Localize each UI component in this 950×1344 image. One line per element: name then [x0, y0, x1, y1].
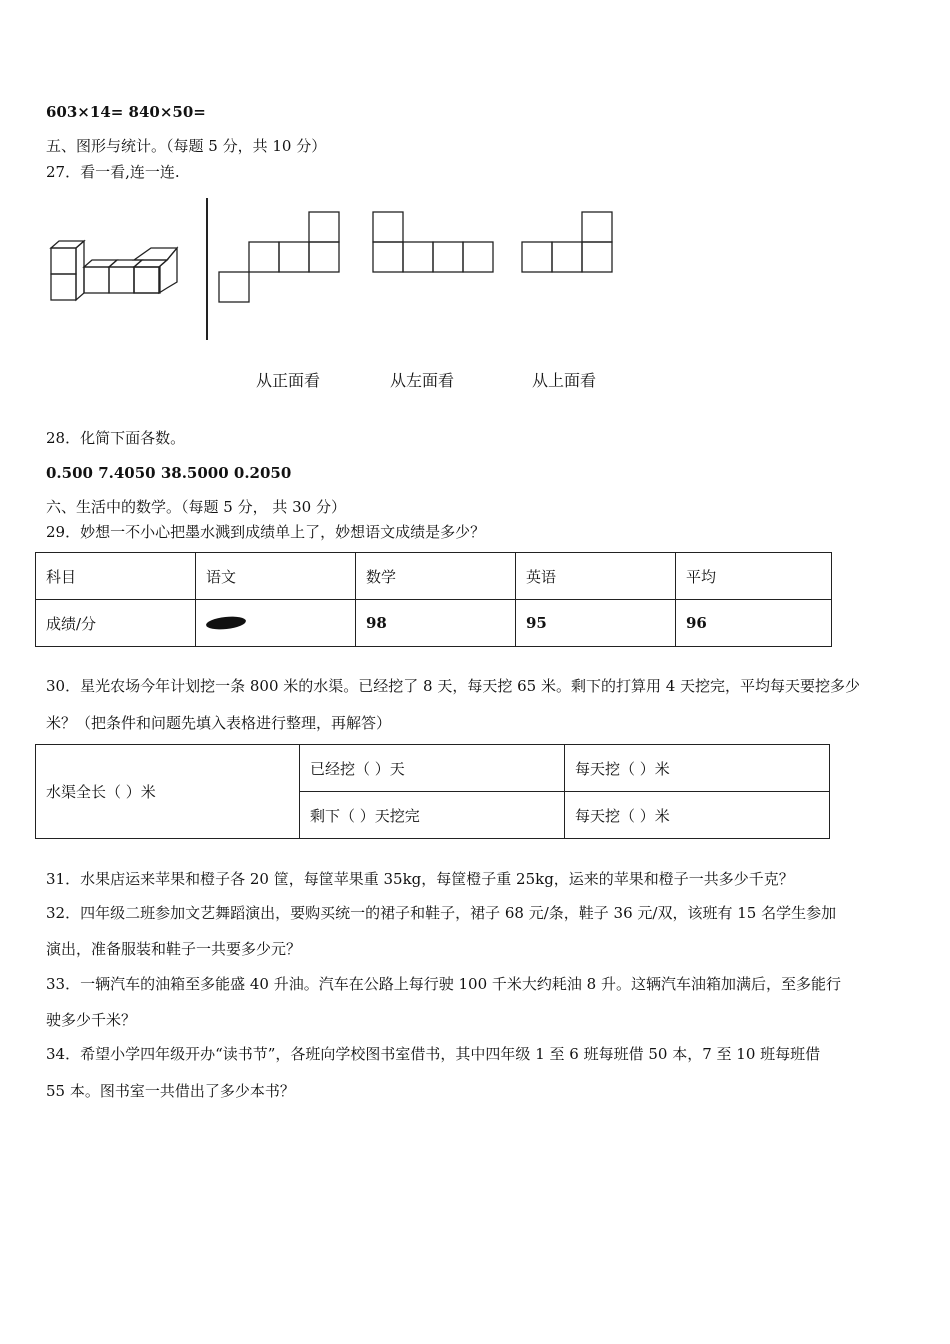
q34-line1: 34．希望小学四年级开办“读书节”，各班向学校图书室借书，其中四年级 1 至 6 班每班借 50 本，7 至 10 班每班借: [46, 1045, 821, 1063]
canal-table: [35, 744, 830, 839]
score-table: [35, 552, 832, 647]
score-table-header-row: [36, 553, 832, 600]
calc-line: 603×14= 840×50=: [46, 103, 206, 121]
header-subject: 科目: [36, 553, 196, 600]
score-table-value-row: [36, 600, 832, 647]
header-chinese: 语文: [196, 553, 356, 600]
dug-days-cell: 已经挖（ ）天: [300, 745, 565, 792]
q27-text: 27．看一看,连一连.: [46, 163, 180, 181]
daily-need-cell: 每天挖（ ）米: [565, 792, 830, 839]
chinese-score-cell: [196, 600, 356, 647]
figure-divider: [206, 198, 208, 340]
cube-figure: [46, 236, 186, 306]
q29-text: 29．妙想一不小心把墨水溅到成绩单上了，妙想语文成绩是多少？: [46, 523, 486, 541]
header-english: 英语: [516, 553, 676, 600]
math-score: 98: [356, 600, 516, 647]
left-view-shape: [372, 210, 496, 274]
section6-title: 六、生活中的数学。（每题 5 分， 共 30 分）: [46, 498, 346, 516]
q32-line1: 32．四年级二班参加文艺舞蹈演出，要购买统一的裙子和鞋子，裙子 68 元/条，鞋子 36 元/双，该班有 15 名学生参加: [46, 904, 837, 922]
q33-line2: 驶多少千米？: [46, 1011, 137, 1029]
q31-text: 31．水果店运来苹果和橙子各 20 筐，每筐苹果重 35kg，每筐橙子重 25kg，运来的苹果和橙子一共多少千克？: [46, 870, 794, 888]
row-label: 成绩/分: [36, 600, 196, 647]
q34-line2: 55 本。图书室一共借出了多少本书？: [46, 1082, 295, 1100]
view-label-front: 从正面看: [256, 371, 321, 390]
top-view-shape: [521, 210, 615, 274]
q33-line1: 33．一辆汽车的油箱至多能盛 40 升油。汽车在公路上每行驶 100 千米大约耗油 8 升。这辆汽车油箱加满后，至多能行: [46, 975, 841, 993]
q30-line1: 30．星光农场今年计划挖一条 800 米的水渠。已经挖了 8 天，每天挖 65 米。剩下的打算用 4 天挖完，平均每天要挖多少: [46, 677, 861, 695]
q32-line2: 演出，准备服装和鞋子一共要多少元？: [46, 940, 302, 958]
q28-text: 28．化简下面各数。: [46, 429, 186, 447]
front-view-shape: [218, 210, 342, 304]
english-score: 95: [516, 600, 676, 647]
header-math: 数学: [356, 553, 516, 600]
header-average: 平均: [676, 553, 832, 600]
canal-total-cell: 水渠全长（ ）米: [36, 745, 300, 839]
remain-days-cell: 剩下（ ）天挖完: [300, 792, 565, 839]
section5-title: 五、图形与统计。（每题 5 分，共 10 分）: [46, 137, 327, 155]
view-label-left: 从左面看: [390, 371, 455, 390]
view-label-top: 从上面看: [532, 371, 597, 390]
ink-blot: [205, 615, 246, 631]
q30-line2: 米？（把条件和问题先填入表格进行整理，再解答）: [46, 714, 392, 732]
canal-table-row-1: [36, 745, 830, 792]
q28-numbers: 0.500 7.4050 38.5000 0.2050: [46, 464, 292, 482]
daily-dug-cell: 每天挖（ ）米: [565, 745, 830, 792]
average-score: 96: [676, 600, 832, 647]
